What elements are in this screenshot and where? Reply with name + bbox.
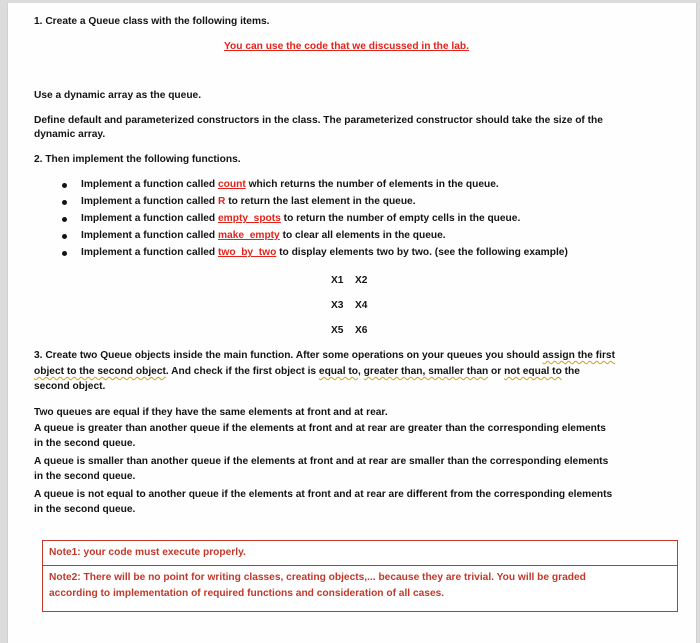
smaller-definition-line2: in the second queue. xyxy=(34,471,136,482)
bullet-icon xyxy=(62,183,67,188)
greater-definition-line2: in the second queue. xyxy=(34,438,136,449)
dynamic-array-text: Use a dynamic array as the queue. xyxy=(34,90,202,101)
notequal-definition-line1: A queue is not equal to another queue if the elements at front and at rear are different from the corresponding elements xyxy=(34,489,613,500)
equal-definition: Two queues are equal if they have the same elements at front and at rear. xyxy=(34,407,388,418)
lab-note: You can use the code that we discussed in the lab. xyxy=(224,41,469,52)
example-cell: X5 xyxy=(331,325,344,336)
note2-line2: according to implementation of required functions and consideration of all cases. xyxy=(49,588,445,599)
function-name: count xyxy=(218,179,246,190)
list-item: Implement a function called make_empty to clear all elements in the queue. xyxy=(81,230,446,241)
example-cell: X2 xyxy=(355,275,368,286)
note1: Note1: your code must execute properly. xyxy=(49,547,246,558)
bullet-icon xyxy=(62,234,67,239)
list-item: Implement a function called R to return the last element in the queue. xyxy=(81,196,416,207)
smaller-definition-line1: A queue is smaller than another queue if the elements at front and at rear are smaller than the corresponding elements xyxy=(34,456,609,467)
bullet-icon xyxy=(62,251,67,256)
section3-line2: object to the second object. And check if the first object is equal to, greater than, smaller than or not equal to the xyxy=(34,366,580,377)
list-item: Implement a function called count which returns the number of elements in the queue. xyxy=(81,179,499,190)
document-page xyxy=(7,3,697,643)
notequal-definition-line2: in the second queue. xyxy=(34,504,136,515)
bullet-icon xyxy=(62,200,67,205)
example-cell: X4 xyxy=(355,300,368,311)
greater-definition-line1: A queue is greater than another queue if the elements at front and at rear are greater than the corresponding elements xyxy=(34,423,606,434)
section3-line3: second object. xyxy=(34,381,106,392)
list-item: Implement a function called empty_spots to return the number of empty cells in the queue. xyxy=(81,213,521,224)
example-cell: X3 xyxy=(331,300,344,311)
constructors-text-line2: dynamic array. xyxy=(34,129,106,140)
function-name: make_empty xyxy=(218,230,280,241)
function-name: R xyxy=(218,196,226,207)
notes-divider xyxy=(43,565,677,566)
note2-line1: Note2: There will be no point for writing classes, creating objects,... because they are trivial. You will be graded xyxy=(49,572,586,583)
constructors-text-line1: Define default and parameterized constructors in the class. The parameterized constructor should take the size of the xyxy=(34,115,603,126)
example-cell: X1 xyxy=(331,275,344,286)
function-name: empty_spots xyxy=(218,213,281,224)
section2-heading: 2. Then implement the following functions. xyxy=(34,154,241,165)
bullet-icon xyxy=(62,217,67,222)
function-name: two_by_two xyxy=(218,247,277,258)
section1-heading: 1. Create a Queue class with the following items. xyxy=(34,16,270,27)
section3-line1: 3. Create two Queue objects inside the main function. After some operations on your queues you should assign the first xyxy=(34,350,615,361)
example-cell: X6 xyxy=(355,325,368,336)
notes-box xyxy=(42,540,678,612)
list-item: Implement a function called two_by_two to display elements two by two. (see the following example) xyxy=(81,247,568,258)
